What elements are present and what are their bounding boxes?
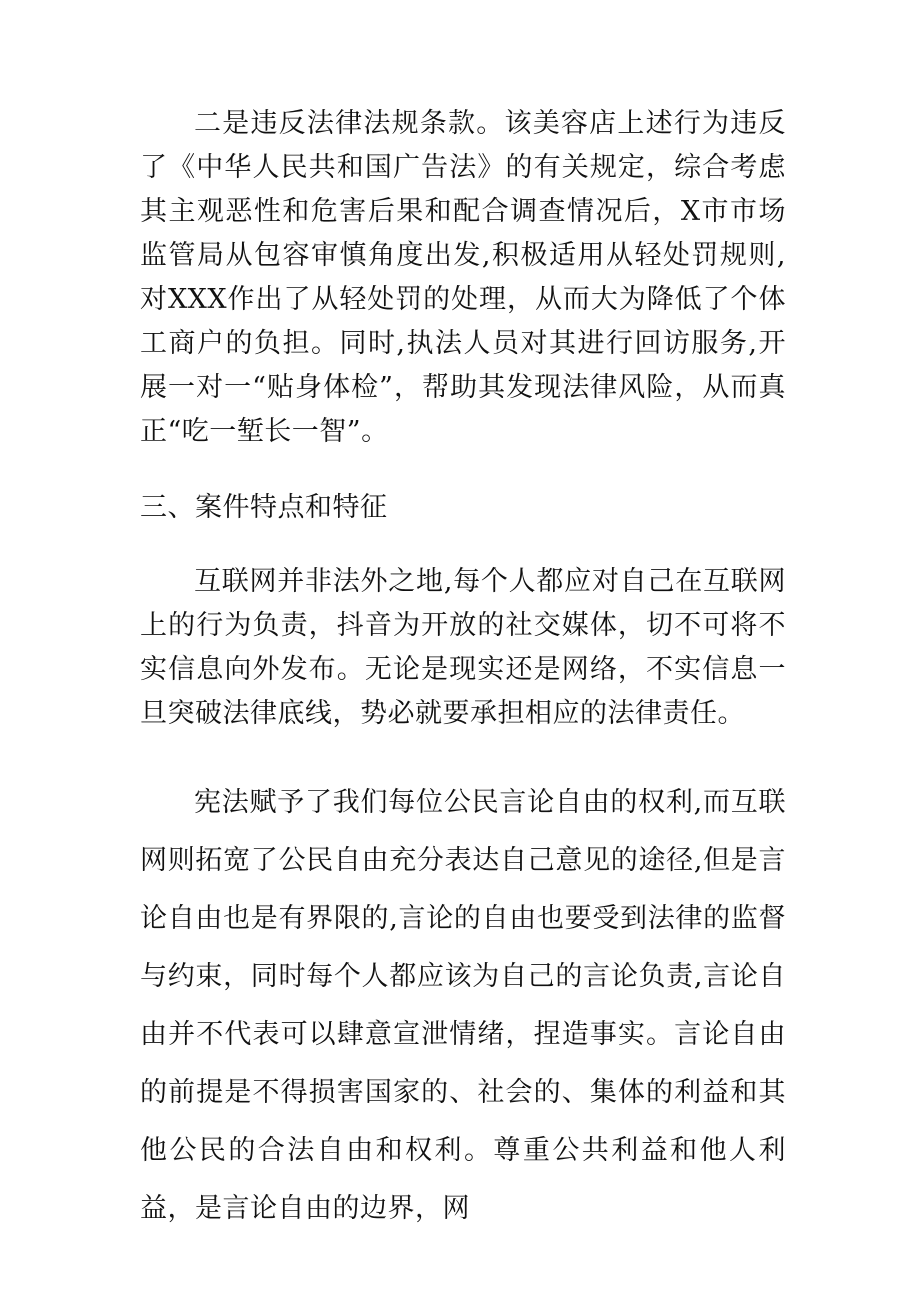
paragraph-internet: 互联网并非法外之地,每个人都应对自己在互联网上的行为负责，抖音为开放的社交媒体，切不可将不实信息向外发布。无论是现实还是网络，不实信息一旦突破法律底线，势必就要承担相应的法律责任。 [140,566,786,729]
section-heading: 三、案件特点和特征 [140,492,388,523]
paragraph-violation: 二是违反法律法规条款。该美容店上述行为违反了《中华人民共和国广告法》的有关规定，综合考虑其主观恶性和危害后果和配合调查情况后，X市市场监管局从包容审慎角度出发,积极适用从轻处罚规则,对XXX作出了从轻处罚的处理，从而大为降低了个体工商户的负担。同时,执法人员对其进行回访服务,开展一对一“贴身体检”，帮助其发现法律风险，从而真正“吃一堑长一智”。 [140,108,786,447]
paragraph-free-speech: 宪法赋予了我们每位公民言论自由的权利,而互联网则拓宽了公民自由充分表达自己意见的途径,但是言论自由也是有界限的,言论的自由也要受到法律的监督与约束，同时每个人都应该为自己的言论负责,言论自由并不代表可以肆意宣泄情绪，捏造事实。言论自由的前提是不得损害国家的、社会的、集体的利益和其他公民的合法自由和权利。尊重公共利益和他人利益，是言论自由的边界，网 [140,787,786,1224]
